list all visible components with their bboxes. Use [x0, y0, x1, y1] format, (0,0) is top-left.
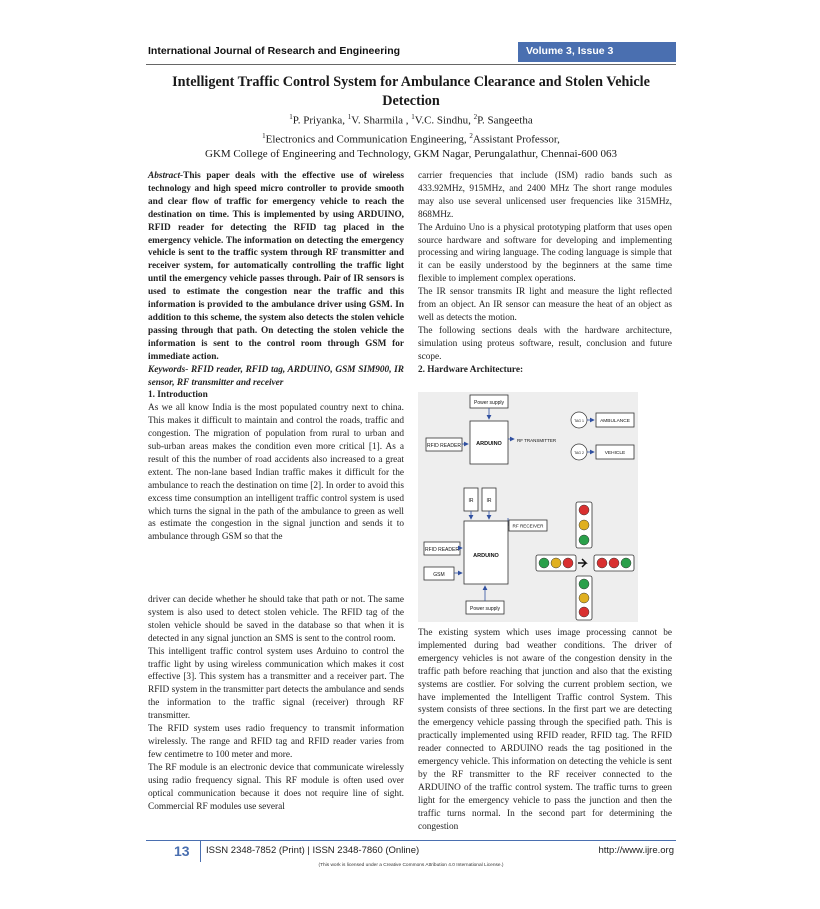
- affiliation-department: Electronics and Communication Engineering,: [265, 133, 470, 146]
- page-number: 13: [174, 843, 190, 859]
- abstract: [148, 170, 404, 364]
- issn-text: ISSN 2348-7852 (Print) | ISSN 2348-7860 (Online): [206, 845, 420, 856]
- arduino-bottom-label: ARDUINO: [473, 553, 499, 559]
- vehicle-label: VEHICLE: [604, 451, 626, 456]
- introduction-paragraph: As we all know India is the most populated country next to china. This makes it difficult to maintain and control the roads, traffic and congestion. The migration of population from rural to urban and sub-urban areas makes the condition even more critical [1]. As a result of this the number of road accidents also increased to a great extent. The non-lane based Indian traffic makes it difficult for the ambulance to reach the destination on time [2]. In order to avoid this excess time consumption an intelligent traffic control system is used which turns the signal in the path of the ambulance to green as well as estimate the congestion in the signal junction and sends it to ambulance through GSM so that the: [148, 403, 404, 543]
- light-green: [621, 558, 631, 568]
- right-column-bottom: [418, 627, 672, 834]
- paragraph: The Arduino Uno is a physical prototyping platform that uses open source hardware and software for developing and implementing processing and wiring language. The coding language is simple that it can be easily understood by the beginners at the same time flexible to implement complex operations.: [418, 222, 672, 285]
- left-column-bottom: [148, 594, 404, 813]
- affiliation-sup: 2: [469, 131, 473, 140]
- author-name: P. Priyanka,: [292, 114, 348, 127]
- author-block: [150, 110, 672, 162]
- journal-url[interactable]: http://www.ijre.org: [598, 845, 674, 856]
- footer-separator: [200, 840, 201, 862]
- license-note: (This work is licensed under a Creative Commons Attribution 4.0 International License.): [318, 863, 504, 868]
- tag-2-label: TAG 2: [574, 451, 584, 455]
- journal-name: International Journal of Research and Engineering: [148, 45, 401, 57]
- keywords-text: RFID reader, RFID tag, ARDUINO, GSM SIM900, IR sensor, RF transmitter and receiver: [148, 364, 404, 388]
- power-supply-top-label: Power supply: [473, 400, 505, 406]
- arduino-top-label: ARDUINO: [476, 441, 502, 447]
- paragraph: This intelligent traffic control system uses Arduino to control the traffic light by using wireless communication which makes it cost effective [3]. This system has a transmitter and a receiver part. The RFID system in the transmitter part detects the ambulance and sends the information to the traffic signal (receiver) through RF transmitter.: [148, 646, 404, 722]
- author-college: GKM College of Engineering and Technology, GKM Nagar, Perungalathur, Chennai-600 063: [205, 148, 617, 161]
- keywords: [148, 364, 404, 390]
- author-name: V.C. Sindhu,: [414, 114, 474, 127]
- paragraph: driver can decide whether he should take that path or not. The same system is also used to detect stolen vehicle. The RFID tag of the stolen vehicle should be saved in the database so that when it is detected in any signal junction an SMS is sent to the control room.: [148, 595, 404, 644]
- author-sup: 1: [289, 113, 293, 121]
- header-divider: [146, 64, 676, 65]
- rfid-reader-bottom-label: RFID READER: [425, 547, 459, 553]
- author-names: [150, 110, 672, 129]
- author-name: P. Sangeetha: [477, 114, 533, 127]
- ambulance-label: AMBULANCE: [600, 419, 630, 424]
- tag-1-label: TAG 1: [574, 419, 584, 423]
- paragraph: The following sections deals with the hardware architecture, simulation using proteus software, result, conclusion and future scope.: [418, 325, 672, 362]
- affiliation-sup: 1: [262, 131, 266, 140]
- light-amber: [579, 593, 589, 603]
- rf-transmitter-label: RF TRANSMITTER: [517, 438, 557, 443]
- author-sup: 2: [473, 113, 478, 121]
- volume-issue-badge: Volume 3, Issue 3: [518, 42, 676, 62]
- light-red: [609, 558, 619, 568]
- author-name: V. Sharmila ,: [351, 114, 412, 127]
- light-green: [579, 535, 589, 545]
- light-green: [579, 579, 589, 589]
- paragraph: The RF module is an electronic device that communicate wirelessly using radio frequency signal. This RF module is often used over optical communication because it does not require line of sight. Commercial RF modules use several: [148, 762, 404, 812]
- ir-sensor-1-label: IR: [468, 498, 474, 504]
- paper-title: Intelligent Traffic Control System for Ambulance Clearance and Stolen Vehicle Detection: [172, 74, 650, 109]
- paragraph: carrier frequencies that include (ISM) radio bands such as 433.92MHz, 915MHz, and 2400 MHz The short range modules may also use several unlicensed user frequencies like 315MHz, 868MHz.: [418, 171, 672, 220]
- rfid-reader-top-label: RFID READER: [427, 443, 461, 449]
- section-heading-hardware: 2. Hardware Architecture:: [418, 364, 524, 375]
- journal-header: [146, 40, 676, 64]
- page-footer: [146, 840, 676, 862]
- affiliation-position: Assistant Professor,: [472, 133, 560, 146]
- light-red: [579, 607, 589, 617]
- light-red: [579, 505, 589, 515]
- rf-receiver-label: RF RECEIVER: [512, 523, 544, 529]
- abstract-label: Abstract-: [148, 171, 184, 181]
- gsm-label: GSM: [433, 572, 445, 578]
- left-column-top: [148, 170, 404, 544]
- paragraph: The RFID system uses radio frequency to transmit information wirelessly. The range and RFID tag and RFID reader varies from few centimetre to 100 meter and more.: [148, 724, 404, 760]
- light-red: [597, 558, 607, 568]
- author-affiliation: [150, 129, 672, 148]
- diagram-svg: [418, 392, 638, 622]
- light-red: [563, 558, 573, 568]
- ir-sensor-2-label: IR: [486, 498, 492, 504]
- light-amber: [579, 520, 589, 530]
- light-amber: [551, 558, 561, 568]
- author-sup: 1: [347, 113, 352, 121]
- right-column-top: [418, 170, 672, 377]
- paragraph: The existing system which uses image processing cannot be implemented during bad weather conditions. The driver of emergency vehicles is not aware of the congestion density in the traffic path before reaching that junction and also that the existing systems are costlier. For solving the current problem section, we have implemented the Intelligent Traffic control System. This system consists of three sections. In the first part we are detecting the emergency vehicle passing through the specified path. This is practically implemented using RFID reader, RFID tag. The RFID reader connected to ARDUINO reads the tag positioned in the emergency vehicle. This information on detecting the vehicle is sent by the RF transmitter to the RF receiver connected to the ARDUINO of the traffic control system. The traffic turns to green light for the emergency vehicle to pass the junction and then the traffic turns normal. In the second part for determining the congestion: [418, 628, 672, 832]
- arrow-icon: [578, 559, 586, 567]
- section-heading-introduction: 1. Introduction: [148, 390, 208, 401]
- paragraph: The IR sensor transmits IR light and measure the light reflected from an object. An IR sensor can measure the heat of an object as well as detects the motion.: [418, 287, 672, 323]
- hardware-architecture-diagram: [418, 392, 638, 622]
- power-supply-bottom-label: Power supply: [469, 606, 501, 612]
- author-sup: 1: [411, 113, 415, 121]
- keywords-label: Keywords-: [148, 364, 189, 375]
- light-green: [539, 558, 549, 568]
- abstract-text: This paper deals with the effective use of wireless technology and high speed micro controller to provide smooth and clear flow of traffic for emergency vehicle to reach the destination on time. This is implemented by using ARDUINO, RFID reader for detecting the RFID tag placed in the emergency vehicle. The information on detecting the emergency vehicle is sent to the traffic system through RF transmitter and receiver system, for automatically controlling the traffic light until the emergency vehicle passes through. Pair of IR sensors is used to estimate the congestion near the traffic and this information is provided to the ambulance driver using GSM. In addition to this scheme, the system also detects the stolen vehicle passing through that path. On detecting the stolen vehicle the information is sent to the control room through GSM for immediate action.: [148, 171, 404, 362]
